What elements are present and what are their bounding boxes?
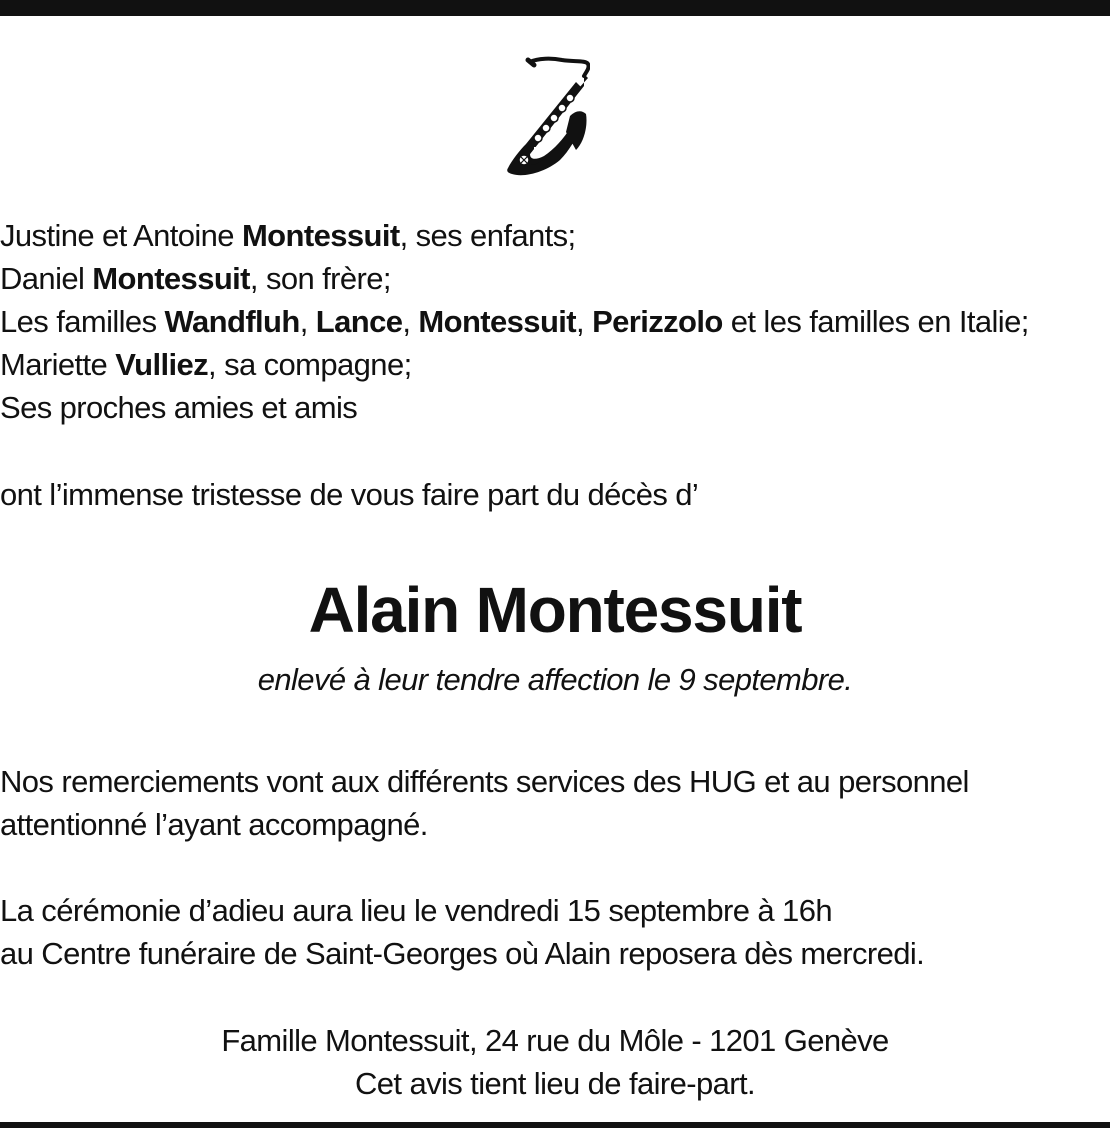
announcement-text: ont l’immense tristesse de vous faire part du décès d’ (0, 477, 699, 512)
deceased-name: Alain Montessuit (308, 574, 802, 646)
mourner-line: Ses proches amies et amis (0, 390, 358, 425)
bottom-rule (0, 1122, 1110, 1128)
thanks-paragraph (0, 760, 969, 846)
deceased-subtitle: enlevé à leur tendre affection le 9 septembre. (257, 662, 853, 697)
mourner-line: Justine et Antoine Montessuit, ses enfants; (0, 218, 576, 253)
thanks-line: Nos remerciements vont aux différents services des HUG et au personnel (0, 764, 969, 799)
mourner-line: Mariette Vulliez, sa compagne; (0, 347, 412, 382)
ceremony-line: La cérémonie d’adieu aura lieu le vendredi 15 septembre à 16h (0, 893, 832, 928)
mourners-list (0, 214, 1029, 429)
footer (0, 1019, 1110, 1105)
thanks-line: attentionné l’ayant accompagné. (0, 807, 428, 842)
mourner-line: Les familles Wandfluh, Lance, Montessuit, Perizzolo et les familles en Italie; (0, 304, 1029, 339)
footer-address: Famille Montessuit, 24 rue du Môle - 1201 Genève (221, 1023, 889, 1058)
top-rule (0, 0, 1110, 16)
footer-note: Cet avis tient lieu de faire-part. (354, 1066, 756, 1101)
ceremony-line: au Centre funéraire de Saint-Georges où Alain reposera dès mercredi. (0, 936, 925, 971)
ceremony-paragraph (0, 889, 924, 975)
saxophone-icon (500, 56, 590, 178)
mourner-line: Daniel Montessuit, son frère; (0, 261, 391, 296)
